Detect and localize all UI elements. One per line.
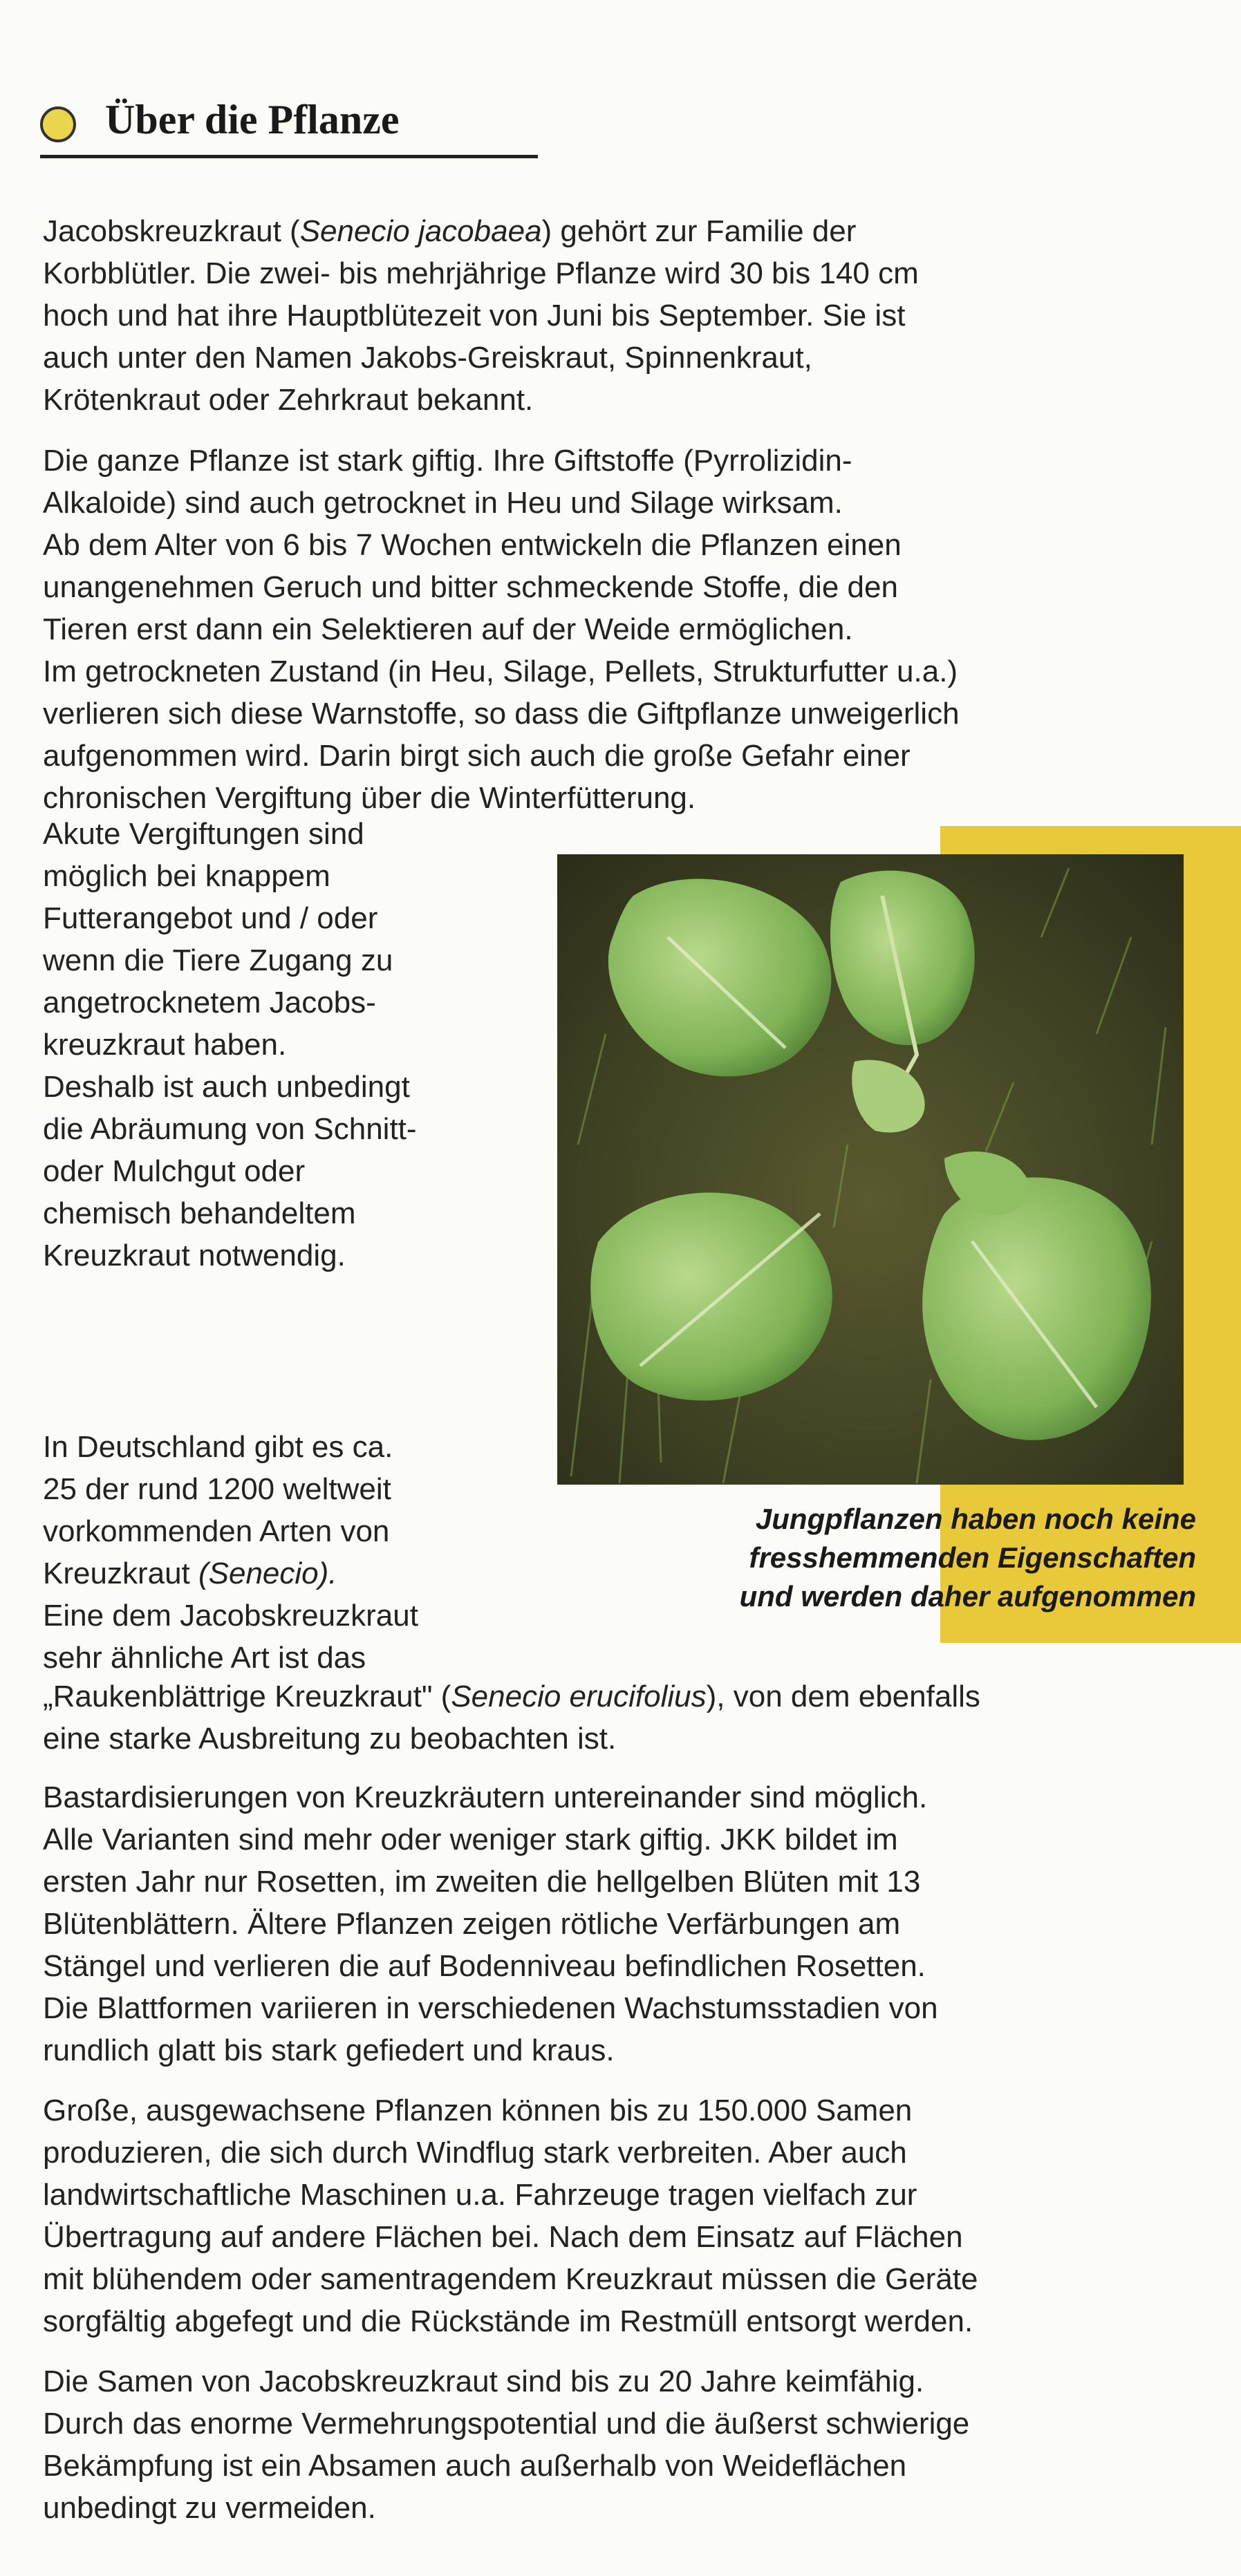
paragraph-line: wenn die Tiere Zugang zu	[43, 943, 393, 977]
paragraph-line: Im getrockneten Zustand (in Heu, Silage, Pellets, Strukturfutter u.a.)	[43, 655, 958, 688]
paragraph-line: Bekämpfung ist ein Absamen auch außerhalb von Weideflächen	[43, 2449, 907, 2483]
paragraph-intro	[43, 210, 1218, 421]
paragraph-species	[43, 1426, 575, 1679]
paragraph-line: unangenehmen Geruch und bitter schmeckende Stoffe, die den	[43, 570, 898, 604]
caption-line: Jungpflanzen haben noch keine	[755, 1503, 1196, 1535]
paragraph-line: die Abräumung von Schnitt-	[43, 1112, 417, 1146]
paragraph-line: verlieren sich diese Warnstoffe, so dass die Giftpflanze unweigerlich	[43, 697, 960, 731]
plant-photo	[557, 854, 1184, 1485]
young-plant-illustration	[557, 854, 1184, 1485]
paragraph-line: Durch das enorme Vermehrungspotential und die äußerst schwierige	[43, 2407, 970, 2441]
paragraph-germination	[43, 2360, 1218, 2529]
paragraph-line: unbedingt zu vermeiden.	[43, 2491, 376, 2525]
paragraph-line: mit blühendem oder samentragendem Kreuzkraut müssen die Geräte	[43, 2262, 978, 2296]
paragraph-line: sehr ähnliche Art ist das	[43, 1641, 366, 1675]
photo-caption	[595, 1500, 1196, 1616]
paragraph-line: Bastardisierungen von Kreuzkräutern untereinander sind möglich.	[43, 1780, 928, 1814]
paragraph-toxicity	[43, 440, 1218, 819]
paragraph-line: ersten Jahr nur Rosetten, im zweiten die hellgelben Blüten mit 13	[43, 1865, 921, 1899]
paragraph-line: angetrocknetem Jacobs-	[43, 986, 376, 1019]
paragraph-line: Große, ausgewachsene Pflanzen können bis zu 150.000 Samen	[43, 2094, 913, 2127]
caption-line: und werden daher aufgenommen	[739, 1580, 1196, 1613]
paragraph-line: Die Samen von Jacobskreuzkraut sind bis zu 20 Jahre keimfähig.	[43, 2365, 924, 2398]
paragraph-line: vorkommenden Arten von	[43, 1514, 390, 1548]
paragraph-line: Übertragung auf andere Flächen bei. Nach dem Einsatz auf Flächen	[43, 2220, 963, 2254]
paragraph-line: Jacobskreuzkraut (Senecio jacobaea) gehört zur Familie der	[43, 214, 857, 248]
paragraph-line: Kreuzkraut (Senecio).	[43, 1557, 337, 1590]
paragraph-line: oder Mulchgut oder	[43, 1154, 306, 1188]
paragraph-line: Alkaloide) sind auch getrocknet in Heu und Silage wirksam.	[43, 486, 843, 520]
section-heading	[40, 97, 399, 142]
paragraph-line: möglich bei knappem	[43, 859, 330, 893]
paragraph-line: aufgenommen wird. Darin birgt sich auch die große Gefahr einer	[43, 739, 911, 773]
paragraph-line: Krötenkraut oder Zehrkraut bekannt.	[43, 383, 534, 417]
paragraph-line: Ab dem Alter von 6 bis 7 Wochen entwickeln die Pflanzen einen	[43, 528, 902, 562]
heading-underline	[40, 155, 538, 158]
paragraph-line: Korbblütler. Die zwei- bis mehrjährige Pflanze wird 30 bis 140 cm	[43, 256, 919, 290]
paragraph-line: rundlich glatt bis stark gefiedert und kraus.	[43, 2033, 615, 2067]
paragraph-line: hoch und hat ihre Hauptblütezeit von Juni bis September. Sie ist	[43, 299, 906, 332]
paragraph-line: 25 der rund 1200 weltweit	[43, 1472, 391, 1506]
paragraph-hybrids	[43, 1776, 1218, 2071]
paragraph-line: produzieren, die sich durch Windflug stark verbreiten. Aber auch	[43, 2136, 907, 2170]
paragraph-line: kreuzkraut haben.	[43, 1028, 287, 1062]
paragraph-line: Die Blattformen variieren in verschiedenen Wachstumsstadien von	[43, 1991, 938, 2025]
paragraph-line: Tieren erst dann ein Selektieren auf der Weide ermöglichen.	[43, 612, 853, 646]
paragraph-species-continued	[43, 1675, 1218, 1760]
paragraph-line: Alle Varianten sind mehr oder weniger stark giftig. JKK bildet im	[43, 1823, 898, 1856]
paragraph-line: Eine dem Jacobskreuzkraut	[43, 1599, 418, 1633]
page-title: Über die Pflanze	[105, 97, 400, 142]
paragraph-line: Akute Vergiftungen sind	[43, 817, 364, 851]
paragraph-line: chronischen Vergiftung über die Winterfütterung.	[43, 781, 696, 815]
paragraph-line: In Deutschland gibt es ca.	[43, 1430, 393, 1464]
paragraph-line: auch unter den Namen Jakobs-Greiskraut, Spinnenkraut,	[43, 341, 812, 375]
paragraph-seeds-spread	[43, 2089, 1218, 2342]
paragraph-line: Blütenblättern. Ältere Pflanzen zeigen rötliche Verfärbungen am	[43, 1907, 901, 1941]
caption-line: fresshemmenden Eigenschaften	[749, 1541, 1196, 1574]
paragraph-line: „Raukenblättrige Kreuzkraut" (Senecio erucifolius), von dem ebenfalls	[43, 1680, 980, 1713]
paragraph-line: chemisch behandeltem	[43, 1196, 356, 1230]
paragraph-acute-poisoning	[43, 813, 527, 1277]
bullet-circle-icon	[40, 106, 76, 142]
paragraph-line: eine starke Ausbreitung zu beobachten ist.	[43, 1722, 617, 1756]
paragraph-line: landwirtschaftliche Maschinen u.a. Fahrzeuge tragen vielfach zur	[43, 2178, 917, 2212]
paragraph-line: sorgfältig abgefegt und die Rückstände im Restmüll entsorgt werden.	[43, 2304, 973, 2338]
paragraph-line: Kreuzkraut notwendig.	[43, 1239, 346, 1272]
paragraph-line: Deshalb ist auch unbedingt	[43, 1070, 410, 1104]
paragraph-line: Futterangebot und / oder	[43, 901, 378, 935]
paragraph-line: Stängel und verlieren die auf Bodenniveau befindlichen Rosetten.	[43, 1949, 926, 1983]
paragraph-line: Die ganze Pflanze ist stark giftig. Ihre Giftstoffe (Pyrrolizidin-	[43, 444, 852, 478]
